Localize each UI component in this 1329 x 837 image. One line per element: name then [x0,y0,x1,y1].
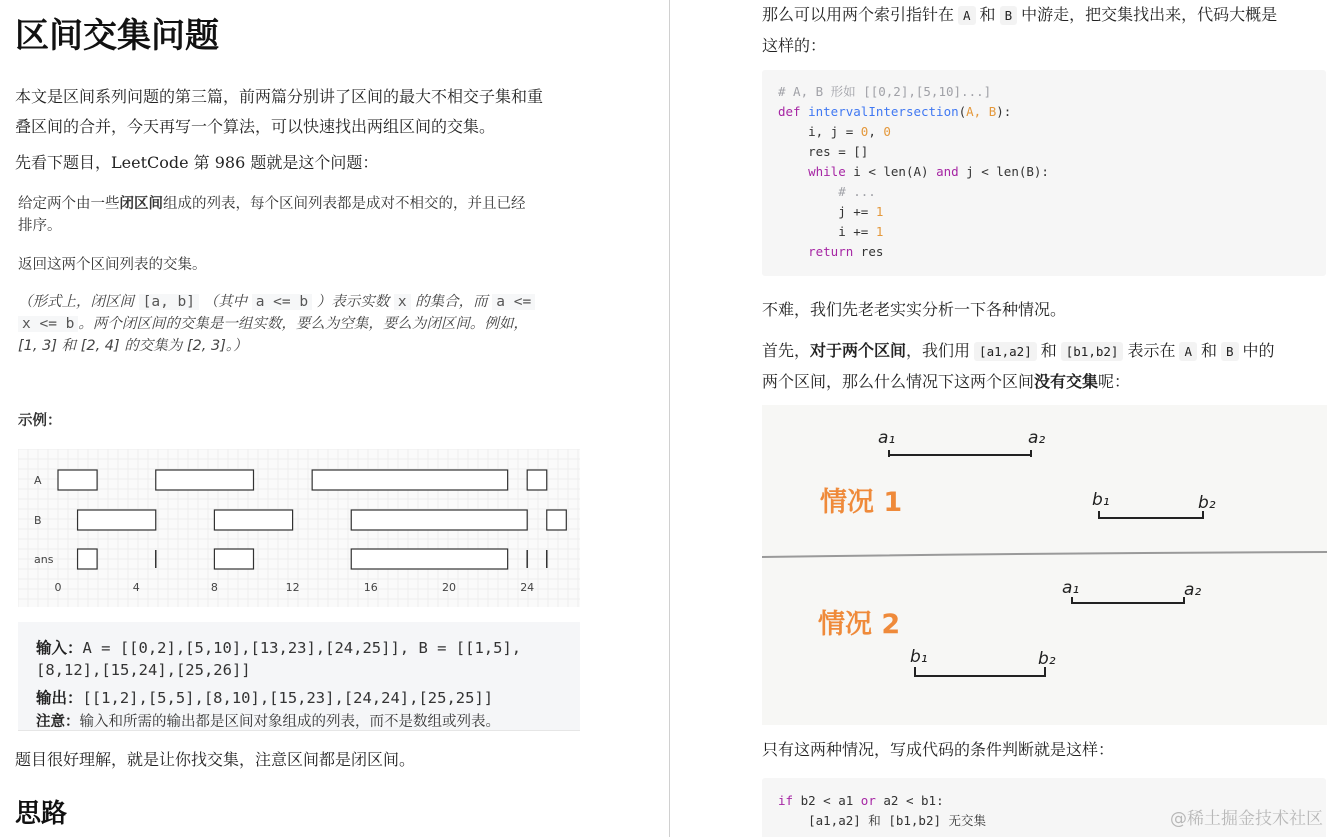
label-b1-case2: b₁ [910,647,928,667]
x-tick-label: 4 [132,581,140,594]
label-b2-case1: b₂ [1198,493,1216,513]
formal-code: [a, b] [139,294,199,310]
pointer-paragraph [762,0,1328,61]
code-line-res: res = [] [778,144,869,159]
desc-text: 给定两个由一些 [18,196,120,212]
p3-bold: 对于两个区间 [810,341,907,360]
num: 0 [883,124,891,139]
interval-bar [351,510,527,530]
example-output-line [36,686,493,708]
row-label: B [34,514,42,527]
code-line-no-intersection: [a1,a2] 和 [b1,b2] 无交集 [778,813,987,828]
p3-text: 和 [1040,341,1057,360]
case-2-label: 情况 2 [818,609,901,640]
interval-b-case2 [915,667,1045,677]
interval-chart-svg [18,449,580,607]
two-cases-paragraph: 只有这两种情况，写成代码的条件判断就是这样： [762,740,1115,759]
interval-bar [351,549,507,569]
problem-formal-note [18,291,578,357]
formal-code: x [394,294,411,310]
formal-text: 。两个闭区间的交集是一组实数，要么为空集，要么为闭区间。例如， [78,316,528,332]
example-box [18,622,580,731]
formal-text: （形式上，闭区间 [18,294,134,310]
code-B: B [1000,6,1018,25]
formal-text: ）表示实数 [316,294,390,310]
interval-a-case1 [889,450,1031,457]
formal-code: x <= b [18,316,78,332]
code-a1a2: [a1,a2] [974,342,1037,361]
code-line-ellipsis [778,182,876,202]
param: A, B [966,104,997,119]
problem-reference: 先看下题目，LeetCode 第 986 题就是这个问题： [15,153,379,172]
summary-paragraph: 题目很好理解，就是让你找交集，注意区间都是闭区间。 [15,750,416,769]
interval-bar [214,510,292,530]
label-a1-case1: a₁ [878,428,896,448]
interval-bar [78,510,156,530]
interval-chart [18,449,580,607]
formal-code: a <= [492,294,535,310]
intro-line-1: 本文是区间系列问题的第三篇，前两篇分别讲了区间的最大不相交子集和重 [15,87,544,106]
example-note-line [36,710,500,731]
interval-bar [214,549,253,569]
kw-and: and [936,164,959,179]
p1-text: 那么可以用两个索引指针在 [762,5,955,24]
desc-bold: 闭区间 [119,196,163,212]
output-label: 输出： [36,689,83,707]
x-tick-label: 0 [54,581,62,594]
example-input-line-1 [36,636,521,658]
interval-bar [547,510,567,530]
formal-code: a <= b [252,294,312,310]
row-label: ans [34,553,54,566]
input-label: 输入： [36,639,83,657]
code-line-def: def intervalIntersection(A, B): [778,104,1012,119]
code-comment: # A, B 形如 [[0,2],[5,10]...] [778,84,992,99]
code-line-if: if b2 < a1 or a2 < b1: [778,793,944,808]
desc-text-2: 组成的列表，每个区间列表都是成对不相交的，并且已经 [163,196,526,212]
label-b1-case1: b₁ [1092,490,1110,510]
interval-bar [312,470,508,490]
interval-bar [78,549,98,569]
kw-if: if [778,793,794,808]
kw-def: def [778,104,801,119]
problem-ask: 返回这两个区间列表的交集。 [18,257,207,273]
interval-bar [58,470,97,490]
code-line-return: return res [808,244,884,259]
x-tick-label: 8 [210,581,218,594]
kw-or: or [860,793,876,808]
hand-drawn-cases-svg [762,405,1327,725]
row-label: A [34,474,42,487]
code-line-i: i += 1 [778,224,884,239]
interval-b-case1 [1099,511,1203,519]
label-b2-case2: b₂ [1038,649,1056,669]
case-divider-line [762,552,1327,557]
p3-text: 首先， [762,341,811,360]
label-a1-case2: a₁ [1062,578,1080,598]
desc-line-2: 排序。 [18,218,62,234]
two-intervals-paragraph [762,336,1328,397]
x-tick-label: 16 [363,581,378,594]
intro-paragraph [15,82,595,142]
formal-text: （其中 [203,294,248,310]
p3-line2-text: 呢： [1098,372,1131,391]
output-value: [[1,2],[5,5],[8,10],[15,23],[24,24],[25,25]] [82,689,494,707]
p3-text: 和 [1200,341,1217,360]
example-input-line-2: [8,12],[15,24],[25,26]] [36,661,251,679]
fn-name: intervalIntersection [808,104,959,119]
note-label: 注意： [36,714,80,730]
code-line-comment [778,82,991,102]
p3-text: 中的 [1242,341,1275,360]
x-tick-label: 24 [520,581,535,594]
analysis-paragraph: 不难，我们先老老实实分析一下各种情况。 [762,300,1067,319]
code-block-interval-intersection [762,70,1326,276]
code-B: B [1221,342,1239,361]
formal-text: 的集合，而 [415,294,488,310]
num: 1 [875,204,884,219]
case-1-label: 情况 1 [820,487,903,518]
kw-while: while [808,164,846,179]
p1-text: 中游走，把交集找出来，代码大概是 [1021,5,1278,24]
formal-line-3: [1, 3] 和 [2, 4] 的交集为 [2, 3]。） [18,338,248,354]
p3-line2-bold: 没有交集 [1034,372,1099,391]
problem-description [18,193,578,237]
x-tick-label: 12 [285,581,300,594]
x-tick-label: 20 [442,581,456,594]
p3-line2-text: 两个区间，那么什么情况下这两个区间 [762,372,1035,391]
intro-line-2: 叠区间的合并，今天再写一个算法，可以快速找出两组区间的交集。 [15,117,496,136]
p3-text: ，我们用 [906,341,971,360]
interval-a-case2 [1072,597,1184,604]
num: 0 [860,124,869,139]
p3-text: 表示在 [1127,341,1176,360]
num: 1 [875,224,884,239]
note-text: 输入和所需的输出都是区间对象组成的列表，而不是数组或列表。 [79,714,500,730]
code-A: A [958,6,976,25]
code-A: A [1179,342,1197,361]
interval-bar [527,470,547,490]
kw-return: return [808,244,854,259]
code-line-init: i, j = 0, 0 [778,124,891,139]
code-b1b2: [b1,b2] [1061,342,1124,361]
article-title: 区间交集问题 [15,16,219,56]
input-value: A = [[0,2],[5,10],[13,23],[24,25]], B = [[1,5], [82,639,522,657]
no-intersection-figure [762,405,1327,725]
label-a2-case1: a₂ [1028,428,1046,448]
interval-bar [156,470,254,490]
code-comment: # ... [778,184,876,199]
label-a2-case2: a₂ [1184,580,1202,600]
p1-line-2: 这样的： [762,36,827,55]
watermark: @稀土掘金技术社区 [1170,809,1323,829]
code-line-while: while i < len(A) and j < len(B): [808,164,1049,179]
example-heading: 示例： [18,413,62,429]
code-line-j: j += 1 [778,204,884,219]
p1-text: 和 [979,5,996,24]
section-heading: 思路 [15,799,68,829]
